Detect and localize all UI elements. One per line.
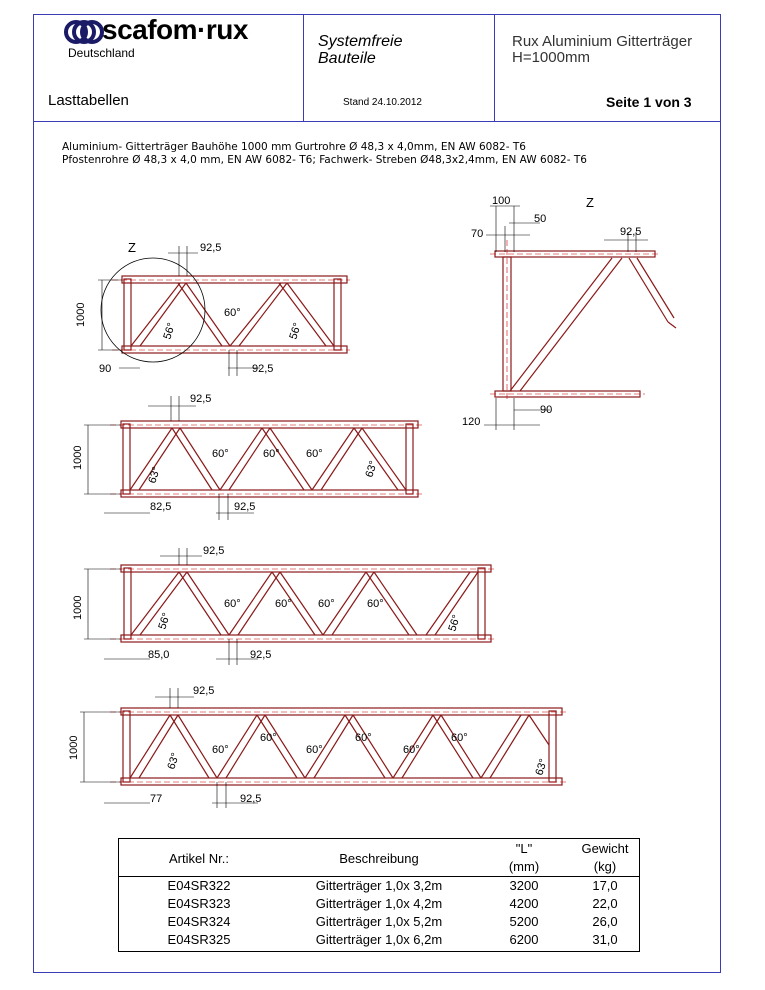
dim-92-detail: 92,5 <box>620 226 642 238</box>
angle-56a-t3: 56° <box>156 611 173 631</box>
dim-77-t4: 77 <box>150 793 163 805</box>
col-header-l: "L" <box>515 841 533 856</box>
height-t3: 1000 <box>72 595 84 620</box>
product-title-2: H=1000mm <box>512 49 590 66</box>
product-title-1: Rux Aluminium Gitterträger <box>512 33 693 50</box>
height-t4: 1000 <box>68 735 80 760</box>
cell-l: 3200 <box>509 878 539 893</box>
dim-92b-t1: 92,5 <box>252 363 274 375</box>
angle-56a-t1: 56° <box>161 321 178 341</box>
cell-gewicht: 22,0 <box>592 896 618 911</box>
col-header-l-unit: (mm) <box>508 859 540 874</box>
dim-90-t1: 90 <box>99 363 112 375</box>
angle-63a-t2: 63° <box>146 465 163 485</box>
header-subtitle-1: Systemfreie <box>318 33 403 50</box>
section-title: Lasttabellen <box>48 92 129 109</box>
dim-92b-t3: 92,5 <box>250 649 272 661</box>
angle-60d-t3: 60° <box>367 598 384 610</box>
dim-100: 100 <box>492 195 511 207</box>
col-header-artikel: Artikel Nr.: <box>169 851 229 866</box>
col-header-gewicht-unit: (kg) <box>593 859 617 874</box>
dim-850-t3: 85,0 <box>148 649 170 661</box>
detail-label: Z <box>128 240 136 255</box>
angle-60f-t4: 60° <box>451 732 468 744</box>
brand-logo-text: scafom·rux <box>102 14 248 45</box>
truss-6-2m <box>121 708 562 785</box>
article-table <box>118 838 640 952</box>
cell-beschreibung: Gitterträger 1,0x 5,2m <box>315 914 443 929</box>
dim-50: 50 <box>534 213 547 225</box>
page-number: Seite 1 von 3 <box>606 94 692 110</box>
cell-beschreibung: Gitterträger 1,0x 6,2m <box>315 932 443 947</box>
dim-92-t3: 92,5 <box>203 545 225 557</box>
date-stamp: Stand 24.10.2012 <box>343 97 422 108</box>
detail-z-label: Z <box>586 195 594 210</box>
cell-l: 5200 <box>509 914 539 929</box>
angle-56b-t3: 56° <box>446 613 463 633</box>
angle-60c-t4: 60° <box>306 744 323 756</box>
cell-artikel: E04SR323 <box>167 896 231 911</box>
angle-60b-t2: 60° <box>263 448 280 460</box>
height-t1: 1000 <box>75 302 87 327</box>
angle-60a-t3: 60° <box>224 598 241 610</box>
dim-90-detail: 90 <box>540 404 553 416</box>
cell-gewicht: 17,0 <box>592 878 618 893</box>
detail-z <box>495 251 676 397</box>
cell-l: 4200 <box>509 896 539 911</box>
angle-60d-t4: 60° <box>355 732 372 744</box>
dim-825-t2: 82,5 <box>150 501 172 513</box>
cell-l: 6200 <box>509 932 539 947</box>
dim-92-t1: 92,5 <box>200 242 222 254</box>
angle-60c-t3: 60° <box>318 598 335 610</box>
angle-60a-t2: 60° <box>212 448 229 460</box>
angle-63b-t4: 63° <box>533 757 550 777</box>
cell-gewicht: 26,0 <box>592 914 618 929</box>
dim-70: 70 <box>471 228 484 240</box>
dim-120: 120 <box>462 416 481 428</box>
dim-92-t4: 92,5 <box>193 685 215 697</box>
cell-gewicht: 31,0 <box>592 932 618 947</box>
angle-56b-t1: 56° <box>287 321 304 341</box>
angle-60-t1: 60° <box>224 307 241 319</box>
angle-60b-t4: 60° <box>260 732 277 744</box>
cell-artikel: E04SR324 <box>167 914 231 929</box>
angle-60a-t4: 60° <box>212 744 229 756</box>
angle-60c-t2: 60° <box>306 448 323 460</box>
angle-63a-t4: 63° <box>165 751 182 771</box>
truss-5-2m <box>121 565 491 642</box>
cell-beschreibung: Gitterträger 1,0x 4,2m <box>315 896 443 911</box>
cell-beschreibung: Gitterträger 1,0x 3,2m <box>315 878 443 893</box>
brand-country: Deutschland <box>68 46 135 60</box>
dim-92b-t2: 92,5 <box>234 501 256 513</box>
height-t2: 1000 <box>72 445 84 470</box>
header-subtitle-2: Bauteile <box>318 50 376 67</box>
col-header-gewicht: Gewicht <box>581 841 629 856</box>
col-header-beschreibung: Beschreibung <box>339 851 419 866</box>
dim-92-t2: 92,5 <box>190 393 212 405</box>
dim-92b-t4: 92,5 <box>240 793 262 805</box>
angle-60b-t3: 60° <box>275 598 292 610</box>
cell-artikel: E04SR322 <box>167 878 231 893</box>
spec-line-1: Aluminium- Gitterträger Bauhöhe 1000 mm Gurtrohre Ø 48,3 x 4,0mm, EN AW 6082- T6 <box>62 141 526 153</box>
angle-63b-t2: 63° <box>363 459 380 479</box>
spec-line-2: Pfostenrohre Ø 48,3 x 4,0 mm, EN AW 6082- T6; Fachwerk- Streben Ø48,3x2,4mm, EN AW 6082- T6 <box>62 154 587 166</box>
cell-artikel: E04SR325 <box>167 932 231 947</box>
angle-60e-t4: 60° <box>403 744 420 756</box>
